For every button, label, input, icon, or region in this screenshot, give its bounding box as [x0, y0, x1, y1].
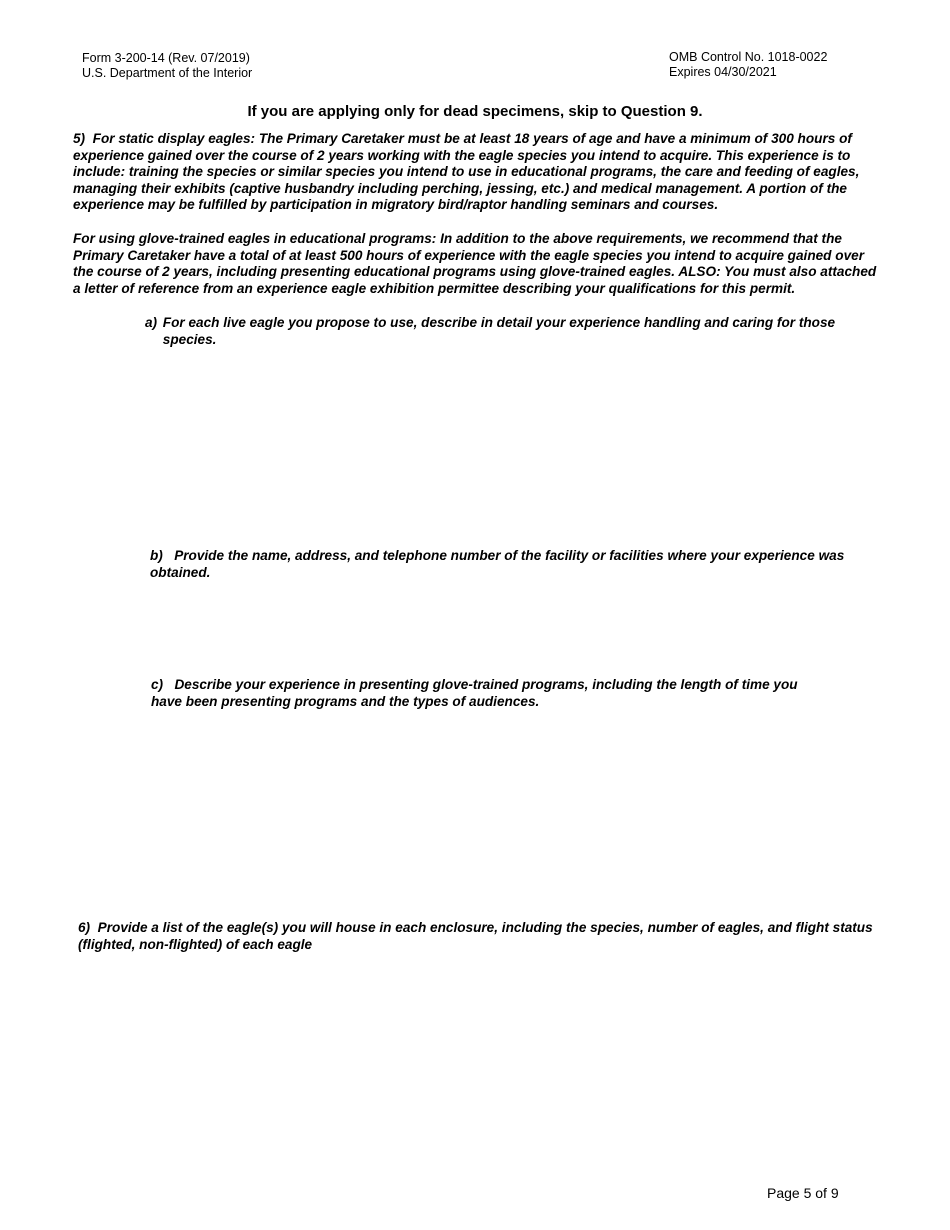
question-5c-text: Describe your experience in presenting glove-trained programs, including the length of time you have been presenting programs and the types of audiences. — [151, 677, 798, 709]
question-5-paragraph-2: For using glove-trained eagles in educational programs: In addition to the above requirements, we recommend that the Primary Caretaker have a total of at least 500 hours of experience with the eagle species you intend to acquire gained over the course of 2 years, including presenting educational programs using glove-trained eagles. ALSO: You must also attached a letter of reference from an experience eagle exhibition permittee describing your qualifications for this permit. — [73, 231, 877, 296]
question-5a-label: a) — [145, 315, 158, 330]
question-6-answer-area[interactable] — [78, 958, 903, 1173]
question-5c-label: c) — [151, 677, 164, 692]
department-name: U.S. Department of the Interior — [82, 66, 253, 80]
question-5b-text: Provide the name, address, and telephone number of the facility or facilities where your experience was obtained. — [150, 548, 845, 580]
question-6-text: Provide a list of the eagle(s) you will house in each enclosure, including the species, number of eagles, and flight status (flighted, non-flighted) of each eagle — [78, 920, 873, 952]
question-5a-text: For each live eagle you propose to use, describe in detail your experience handling and caring for those species. — [162, 315, 836, 347]
question-5a — [145, 315, 860, 348]
question-5c-answer-area[interactable] — [151, 714, 876, 909]
form-number: Form 3-200-14 (Rev. 07/2019) — [82, 51, 250, 65]
question-5-static-display-text: For static display eagles: The Primary Caretaker must be at least 18 years of age and have a minimum of 300 hours of experience gained over the course of 2 years working with the eagle species you intend to acquire. This experience is to include: training the species or similar species you intend to use in educational programs, the care and feeding of eagles, managing their exhibits (captive husbandry including perching, jessing, etc.) and medical management. A portion of the experience may be fulfilled by participation in migratory bird/raptor handling seminars and courses. — [73, 131, 860, 212]
question-5b-answer-area[interactable] — [150, 585, 875, 670]
form-header-left — [82, 51, 252, 81]
form-header-right — [669, 50, 827, 80]
question-5b-label: b) — [150, 548, 163, 563]
skip-notice: If you are applying only for dead specimens, skip to Question 9. — [247, 103, 703, 120]
question-6-number: 6) — [78, 920, 91, 935]
page-number: Page 5 of 9 — [767, 1185, 839, 1201]
question-6 — [78, 920, 903, 953]
question-5-paragraph-1 — [73, 131, 885, 214]
question-5-number: 5) — [73, 131, 86, 146]
omb-control-number: OMB Control No. 1018-0022 — [669, 50, 828, 64]
expiration-date: Expires 04/30/2021 — [669, 65, 777, 79]
question-5a-answer-area[interactable] — [145, 352, 865, 537]
question-5b — [150, 548, 875, 581]
question-5c — [151, 677, 799, 710]
